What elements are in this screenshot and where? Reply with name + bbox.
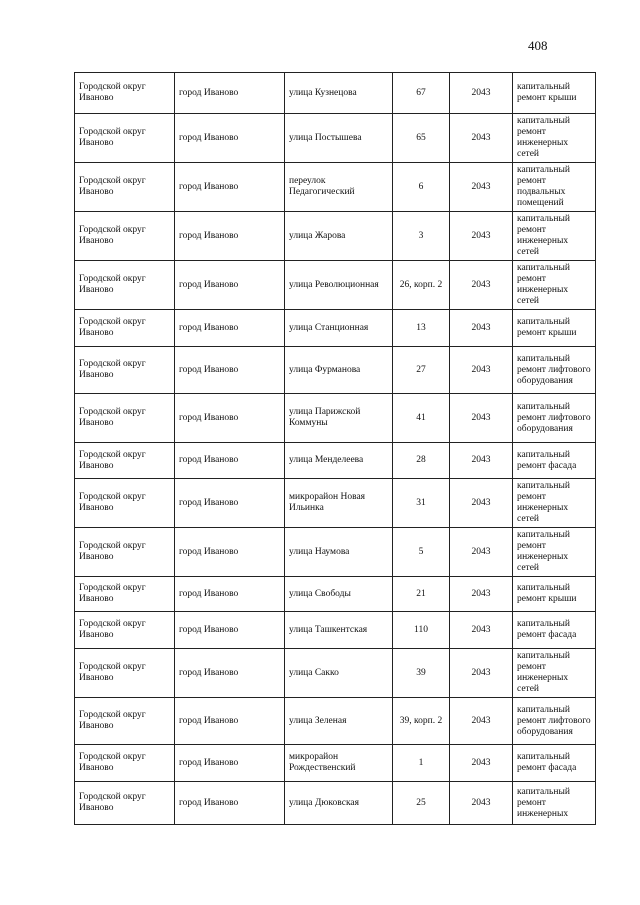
street-cell: улица Зеленая (285, 698, 393, 745)
table-row (75, 745, 596, 782)
street-cell: переулок Педагогический (285, 163, 393, 212)
house-number-cell: 41 (393, 394, 450, 443)
table-row (75, 114, 596, 163)
repair-type-cell: капитальный ремонт лифтового оборудования (513, 347, 596, 394)
year-cell: 2043 (450, 310, 513, 347)
city-cell: город Иваново (175, 649, 285, 698)
year-cell: 2043 (450, 698, 513, 745)
city-cell: город Иваново (175, 577, 285, 612)
street-cell: улица Кузнецова (285, 73, 393, 114)
table-row (75, 310, 596, 347)
repair-type-cell: капитальный ремонт фасада (513, 612, 596, 649)
table-row (75, 261, 596, 310)
year-cell: 2043 (450, 114, 513, 163)
street-cell: улица Фурманова (285, 347, 393, 394)
district-cell: Городской округ Иваново (75, 347, 175, 394)
repair-type-cell: капитальный ремонт фасада (513, 443, 596, 479)
year-cell: 2043 (450, 443, 513, 479)
city-cell: город Иваново (175, 612, 285, 649)
street-cell: улица Парижской Коммуны (285, 394, 393, 443)
repair-type-cell: капитальный ремонт инженерных сетей (513, 479, 596, 528)
table-body (75, 73, 596, 825)
street-cell: микрорайон Новая Ильинка (285, 479, 393, 528)
city-cell: город Иваново (175, 347, 285, 394)
district-cell: Городской округ Иваново (75, 782, 175, 825)
district-cell: Городской округ Иваново (75, 73, 175, 114)
table-row (75, 528, 596, 577)
year-cell: 2043 (450, 212, 513, 261)
repair-type-cell: капитальный ремонт крыши (513, 310, 596, 347)
repair-type-cell: капитальный ремонт инженерных сетей (513, 528, 596, 577)
city-cell: город Иваново (175, 114, 285, 163)
city-cell: город Иваново (175, 163, 285, 212)
house-number-cell: 27 (393, 347, 450, 394)
city-cell: город Иваново (175, 745, 285, 782)
house-number-cell: 28 (393, 443, 450, 479)
street-cell: улица Ташкентская (285, 612, 393, 649)
district-cell: Городской округ Иваново (75, 443, 175, 479)
district-cell: Городской округ Иваново (75, 394, 175, 443)
city-cell: город Иваново (175, 394, 285, 443)
street-cell: улица Менделеева (285, 443, 393, 479)
street-cell: микрорайон Рождественский (285, 745, 393, 782)
city-cell: город Иваново (175, 261, 285, 310)
table-row (75, 394, 596, 443)
table-row (75, 163, 596, 212)
city-cell: город Иваново (175, 212, 285, 261)
year-cell: 2043 (450, 261, 513, 310)
table-row (75, 212, 596, 261)
street-cell: улица Дюковская (285, 782, 393, 825)
city-cell: город Иваново (175, 698, 285, 745)
repair-type-cell: капитальный ремонт крыши (513, 73, 596, 114)
year-cell: 2043 (450, 73, 513, 114)
page-number: 408 (528, 38, 548, 53)
house-number-cell: 1 (393, 745, 450, 782)
house-number-cell: 31 (393, 479, 450, 528)
repair-type-cell: капитальный ремонт подвальных помещений (513, 163, 596, 212)
district-cell: Городской округ Иваново (75, 261, 175, 310)
year-cell: 2043 (450, 577, 513, 612)
table-row (75, 347, 596, 394)
year-cell: 2043 (450, 479, 513, 528)
year-cell: 2043 (450, 649, 513, 698)
house-number-cell: 39, корп. 2 (393, 698, 450, 745)
district-cell: Городской округ Иваново (75, 479, 175, 528)
table-row (75, 73, 596, 114)
street-cell: улица Станционная (285, 310, 393, 347)
district-cell: Городской округ Иваново (75, 577, 175, 612)
district-cell: Городской округ Иваново (75, 212, 175, 261)
repair-type-cell: капитальный ремонт инженерных сетей (513, 114, 596, 163)
repair-type-cell: капитальный ремонт инженерных сетей (513, 261, 596, 310)
house-number-cell: 6 (393, 163, 450, 212)
repair-type-cell: капитальный ремонт инженерных сетей (513, 212, 596, 261)
repair-type-cell: капитальный ремонт лифтового оборудования (513, 394, 596, 443)
year-cell: 2043 (450, 528, 513, 577)
street-cell: улица Жарова (285, 212, 393, 261)
year-cell: 2043 (450, 782, 513, 825)
table-row (75, 577, 596, 612)
house-number-cell: 67 (393, 73, 450, 114)
table-row (75, 479, 596, 528)
house-number-cell: 65 (393, 114, 450, 163)
city-cell: город Иваново (175, 310, 285, 347)
district-cell: Городской округ Иваново (75, 745, 175, 782)
street-cell: улица Наумова (285, 528, 393, 577)
district-cell: Городской округ Иваново (75, 698, 175, 745)
year-cell: 2043 (450, 394, 513, 443)
repair-type-cell: капитальный ремонт инженерных сетей (513, 649, 596, 698)
street-cell: улица Революционная (285, 261, 393, 310)
year-cell: 2043 (450, 612, 513, 649)
house-number-cell: 13 (393, 310, 450, 347)
table-row (75, 649, 596, 698)
district-cell: Городской округ Иваново (75, 528, 175, 577)
year-cell: 2043 (450, 745, 513, 782)
district-cell: Городской округ Иваново (75, 114, 175, 163)
table-row (75, 782, 596, 825)
house-number-cell: 39 (393, 649, 450, 698)
city-cell: город Иваново (175, 782, 285, 825)
table-row (75, 443, 596, 479)
district-cell: Городской округ Иваново (75, 649, 175, 698)
street-cell: улица Свободы (285, 577, 393, 612)
repair-type-cell: капитальный ремонт лифтового оборудования (513, 698, 596, 745)
house-number-cell: 110 (393, 612, 450, 649)
district-cell: Городской округ Иваново (75, 310, 175, 347)
table-row (75, 612, 596, 649)
repair-type-cell: капитальный ремонт инженерных (513, 782, 596, 825)
year-cell: 2043 (450, 347, 513, 394)
house-number-cell: 5 (393, 528, 450, 577)
house-number-cell: 3 (393, 212, 450, 261)
year-cell: 2043 (450, 163, 513, 212)
repair-type-cell: капитальный ремонт фасада (513, 745, 596, 782)
city-cell: город Иваново (175, 528, 285, 577)
repair-type-cell: капитальный ремонт крыши (513, 577, 596, 612)
street-cell: улица Сакко (285, 649, 393, 698)
repair-schedule-table (74, 72, 596, 825)
house-number-cell: 25 (393, 782, 450, 825)
table-row (75, 698, 596, 745)
house-number-cell: 21 (393, 577, 450, 612)
district-cell: Городской округ Иваново (75, 163, 175, 212)
street-cell: улица Постышева (285, 114, 393, 163)
district-cell: Городской округ Иваново (75, 612, 175, 649)
city-cell: город Иваново (175, 479, 285, 528)
house-number-cell: 26, корп. 2 (393, 261, 450, 310)
city-cell: город Иваново (175, 73, 285, 114)
city-cell: город Иваново (175, 443, 285, 479)
